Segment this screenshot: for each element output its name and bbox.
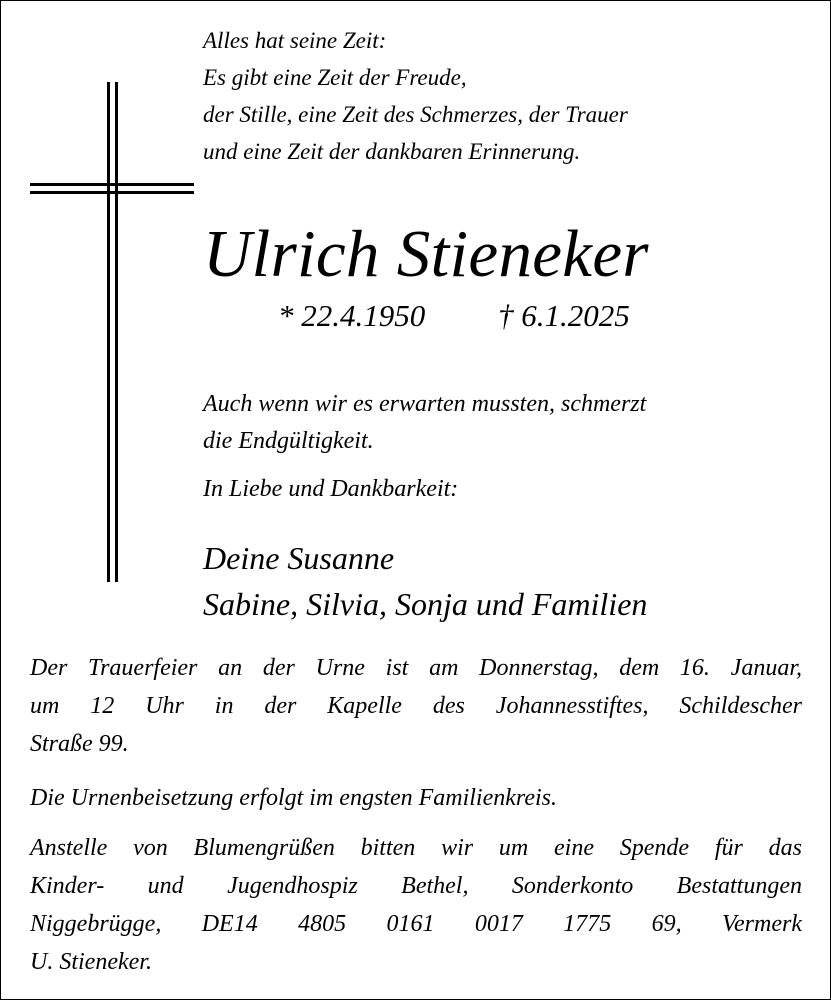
cross-horizontal-bottom-line: [30, 191, 194, 194]
birth-date: * 22.4.1950: [278, 298, 426, 333]
signer-line: Sabine, Silvia, Sonja und Familien: [203, 586, 648, 622]
cross-vertical-right-line: [115, 82, 118, 582]
ceremony-line: Der Trauerfeier an der Urne ist am Donnerstag, dem 16. Januar,: [30, 655, 802, 681]
closing-phrase: In Liebe und Dankbarkeit:: [203, 476, 459, 502]
burial-line: Die Urnenbeisetzung erfolgt im engsten Familienkreis.: [30, 785, 558, 811]
donation-line: Niggebrügge, DE14 4805 0161 0017 1775 69, Vermerk: [30, 911, 802, 937]
death-date: † 6.1.2025: [498, 298, 630, 333]
cross-horizontal-top-line: [30, 183, 194, 186]
motto-line: Alles hat seine Zeit:: [203, 28, 387, 53]
donation-line: Kinder- und Jugendhospiz Bethel, Sonderkonto Bestattungen: [30, 873, 802, 899]
motto-line: der Stille, eine Zeit des Schmerzes, der Trauer: [203, 102, 628, 127]
message-line: Auch wenn wir es erwarten mussten, schmerzt: [203, 391, 647, 417]
ceremony-line: um 12 Uhr in der Kapelle des Johannesstiftes, Schildescher: [30, 693, 802, 719]
donation-notice: [30, 829, 802, 981]
cross-icon: [30, 82, 194, 582]
motto-line: und eine Zeit der dankbaren Erinnerung.: [203, 139, 581, 164]
deceased-name: Ulrich Stieneker: [203, 217, 649, 291]
burial-notice: [30, 779, 802, 817]
message-line: die Endgültigkeit.: [203, 428, 374, 454]
ceremony-line: Straße 99.: [30, 731, 129, 757]
motto-verse: [203, 22, 803, 170]
ceremony-notice: [30, 649, 802, 763]
cross-icon-graphic: [30, 82, 194, 582]
signers-block: [203, 535, 647, 627]
condolence-message: [203, 386, 823, 460]
signer-line: Deine Susanne: [203, 540, 395, 576]
donation-line: Anstelle von Blumengrüßen bitten wir um eine Spende für das: [30, 835, 802, 861]
motto-line: Es gibt eine Zeit der Freude,: [203, 65, 467, 90]
cross-vertical-left-line: [107, 82, 110, 582]
donation-line: U. Stieneker.: [30, 949, 152, 975]
